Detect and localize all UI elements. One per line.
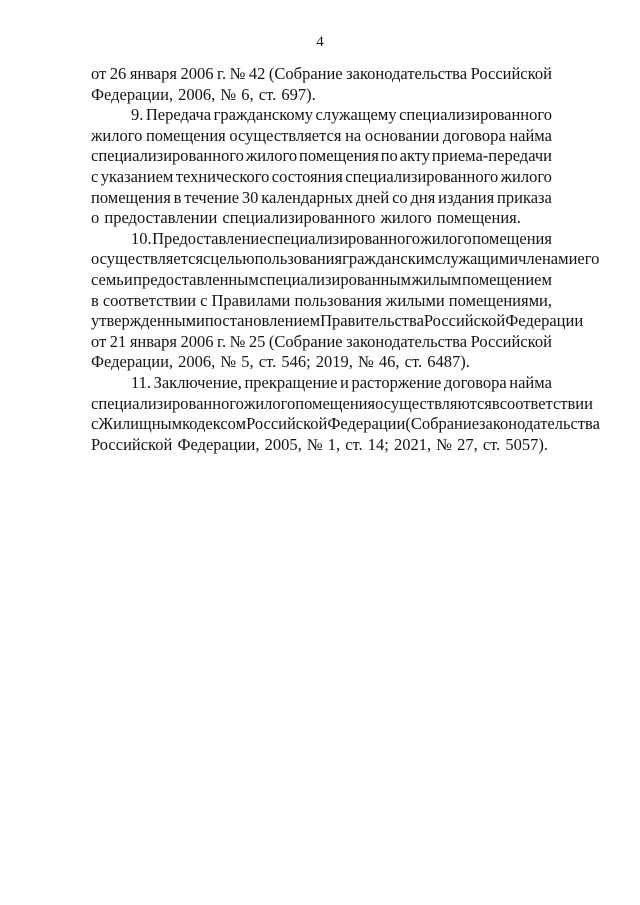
text-line: в соответствии с Правилами пользования жилыми помещениями, [91,290,552,310]
text-line: Федерации, 2006, № 6, ст. 697). [91,84,316,104]
paragraph-10 [91,228,600,373]
paragraph-continuation [91,64,552,105]
paragraph-9 [91,105,552,229]
text-line: помещения в течение 30 календарных дней со дня издания приказа [91,187,552,207]
paragraph-11 [91,372,600,455]
text-line: от 26 января 2006 г. № 42 (Собрание законодательства Российской [91,64,552,83]
text-line: семьи предоставленным специализированным жилым помещением [91,269,552,289]
text-line: от 21 января 2006 г. № 25 (Собрание законодательства Российской [91,331,552,351]
text-line: 11. Заключение, прекращение и расторжение договора найма [131,372,552,392]
text-line: 10. Предоставление специализированного жилого помещения [131,228,552,248]
text-line: утвержденными постановлением Правительства Российской Федерации [91,311,584,331]
text-line: с указанием технического состояния специализированного жилого [91,166,552,186]
text-line: Федерации, 2006, № 5, ст. 546; 2019, № 46, ст. 6487). [91,352,470,372]
text-line: специализированного жилого помещения по акту приема-передачи [91,146,552,166]
text-line: 9. Передача гражданскому служащему специализированного [131,105,552,125]
document-body [91,64,600,455]
text-line: жилого помещения осуществляется на основании договора найма [91,125,552,145]
text-line: осуществляется с целью пользования гражданским служащим и членами его [91,249,600,269]
text-line: о предоставлении специализированного жилого помещения. [91,208,521,228]
text-line: с Жилищным кодексом Российской Федерации (Собрание законодательства [91,414,600,434]
page-number: 4 [316,34,324,50]
text-line: Российской Федерации, 2005, № 1, ст. 14; 2021, № 27, ст. 5057). [91,434,549,454]
text-line: специализированного жилого помещения осуществляются в соответствии [91,393,593,413]
